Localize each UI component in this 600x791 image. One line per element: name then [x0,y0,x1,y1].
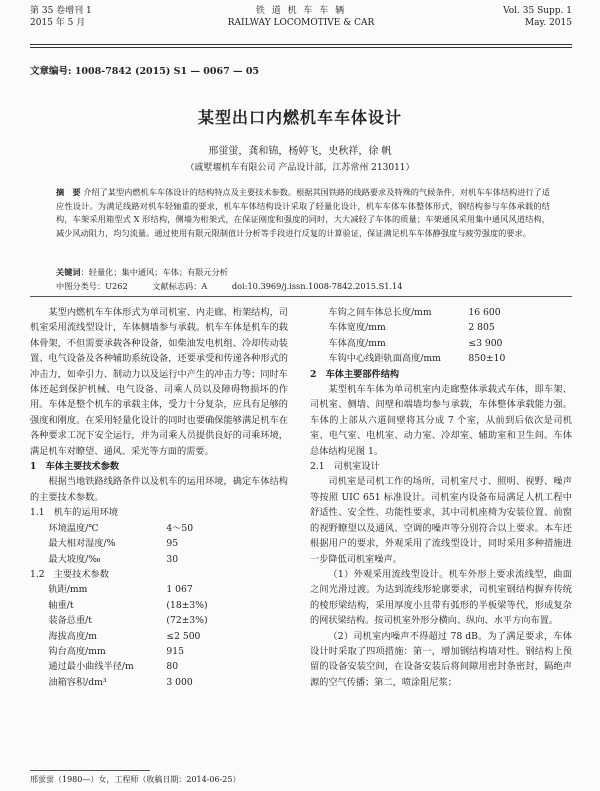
subsection-2-1-text: 司机室是司机工作的场所，司机室尺寸、照明、视野、噪声等按照 UIC 651 标准设计。司机室内设备布局满足人机工程中舒适性、安全性、功能性要求，其中司机座椅为安装位置、前窗的视野瞭望以及通风、空调的噪声等分别符合以上要求。本车还根据用户的要求，外观采用了流线型设计，同时采用多种措施进一步降低司机室噪声。 [310,476,572,565]
dimension-params [310,305,572,367]
publish-date: 2015 年 5 月 [30,18,86,28]
subsection-1-2-heading: 1.2 主要技术参数 [30,568,109,580]
section-2-text: 某型机车车体为单司机室内走廊整体承载式车体，即车架、司机室、侧墙、间壁和端墙均参与承载，车体整体承载能力强。车体的上部从六道间壁将其分成 7 个室，从前到后依次是司机室、电气室、电机室、动力室、冷却室、辅助室和卫生间。车体总体结构见图 1。 [310,384,572,457]
param-row: 环境温度/℃ 4～50 [48,522,194,534]
param-row: 最大坡度/‰ 30 [48,553,179,565]
section-2-heading: 2 车体主要部件结构 [310,368,400,380]
param-row: 车钩之间车体总长度/mm 16 600 [328,307,501,318]
param-row: 钩台高度/mm 915 [48,645,184,657]
footnote-rule [30,770,150,771]
classification-line [56,280,424,294]
section-1-heading: 1 车体主要技术参数 [30,461,120,473]
environment-params [30,521,288,567]
header-center [30,5,572,29]
technical-params [30,582,288,690]
param-row: 轴重/t (18±3%) [48,599,208,611]
header-rule-thin [30,47,572,48]
abstract-label: 摘 要 [56,187,81,197]
param-row: 通过最小曲线半径/m 80 [48,661,179,673]
subsection-1-1-heading: 1.1 机车的运用环境 [30,507,119,519]
abstract [56,186,550,240]
keywords-line: 关键词：轻量化；集中通风；车体；有限元分析 [56,267,228,277]
volume-issue: 第 35 卷增刊 1 [30,6,92,16]
journal-name-en: RAILWAY LOCOMOTIVE & CAR [227,18,375,28]
left-column [30,305,288,690]
clc-number: 中图分类号：U262 [56,280,128,291]
subsection-2-1-heading: 2.1 司机室设计 [310,461,380,473]
date-en: May. 2015 [524,18,572,28]
header-right [503,5,572,29]
keywords-text: 轻量化；集中通风；车体；有限元分析 [88,267,228,277]
param-row: 装备总重/t (72±3%) [48,615,208,627]
param-row: 轨距/mm 1 067 [48,584,193,596]
journal-name-cn: 铁 道 机 车 车 辆 [255,6,347,16]
abstract-separator [30,296,572,297]
param-row: 车体高度/mm ≤3 900 [328,337,503,349]
param-row: 车体宽度/mm 2 805 [328,322,495,334]
doc-code: 文献标志码：A [152,280,208,291]
right-column [310,305,572,690]
volume-en: Vol. 35 Supp. 1 [503,6,572,16]
header-rule-thick [30,44,572,45]
paper-metadata [56,266,424,293]
param-row: 最大相对湿度/% 95 [48,538,179,550]
param-row: 油箱容积/dm³ 3 000 [48,676,193,688]
abstract-text: 介绍了某型内燃机车车体设计的结构特点及主要技术参数。根据其国铁路的线路要求及特殊的气候条件，对机车车体结构进行了适应性设计。为满足线路对机车轻轴重的要求，机车车体结构设计采取了轻量化设计，机车车体车体整体形式，钢结构参与车体承载的结构，车架采用箱型式 X 形结构，侧墙为桁架式，在保证刚度和强度的同时，大大减轻了车体的质量；车架通风采用集中通风风道结构，减少风动阻力，均匀流量。通过使用有限元限制值计分析等手段进行反复的计算验证，保证满足机车车体静强度与疲劳强度的要求。 [56,187,550,238]
intro-paragraph: 某型内燃机车车体形式为单司机室、内走廊、桁架结构，司机室采用流线型设计，车体侧墙参与承载。机车车体是机车的载体骨架，不但需要承载各种设备，如柴油发电机组、冷却传动装置、电气设备及各种辅助系统设备，还要承受和传递各种形式的冲击力，如牵引力、制动力以及运行中产生的冲击力等；同时车体还起到保护机械、电气设备、司乘人员以及障碍物损坏的作用。车体是整个机车的承载主体，受力十分复杂，应具有足够的强度和刚度。在采用轻量化设计的同时也要确保能够满足机车在各种要求工况下安全运行，并为司乘人员提供良好的司乘环境，满足机车对瞭望、通风、采光等方面的需要。 [30,307,288,457]
paper-title: 某型出口内燃机车车体设计 [197,108,402,127]
param-row: 车钩中心线距轨面高度/mm 850±10 [328,353,506,365]
measure-1-paragraph: （1）外观采用流线型设计。机车外形上要求流线型，曲面之间光滑过渡。为达到流线形轮廓要求，司机室钢结构摒弃传统的棱形梁结构，采用厚度小且带有弧形的半板梁等代，形成复杂的网状梁结构。按司机室外形分横向、纵向、水平方向布置。 [310,568,572,627]
measure-2-paragraph: （2）司机室内噪声不得超过 78 dB。为了满足要求，车体设计时采取了四项措施：第一，增加钢结构墙对性。钢结构上预留的设备安装空间，在设备安装后将间隙用密封条密封，隔绝声源的空气传播；第二，喷涂阻尼浆； [310,630,572,688]
author-footnote: 邢蛍蛍（1980—）女，工程师（收稿日期：2014-06-25） [30,775,241,784]
running-header [30,5,572,41]
param-row: 海拔高度/m ≤2 500 [48,630,201,642]
affiliation: （戚墅堰机车有限公司 产品设计部，江苏常州 213011） [185,163,415,173]
author-list: 邢蛍蛍，龚和锦，杨婷飞，史秋祥，徐 帆 [208,146,392,157]
doi: doi:10.3969/j.issn.1008-7842.2015.S1.14 [231,280,403,291]
keywords-label: 关键词 [56,267,81,277]
section-1-text: 根据当地铁路线路条件以及机车的运用环境，确定车体结构的主要技术参数。 [30,476,288,503]
article-number: 文章编号: 1008-7842 (2015) S1 — 0067 — 05 [30,66,260,77]
